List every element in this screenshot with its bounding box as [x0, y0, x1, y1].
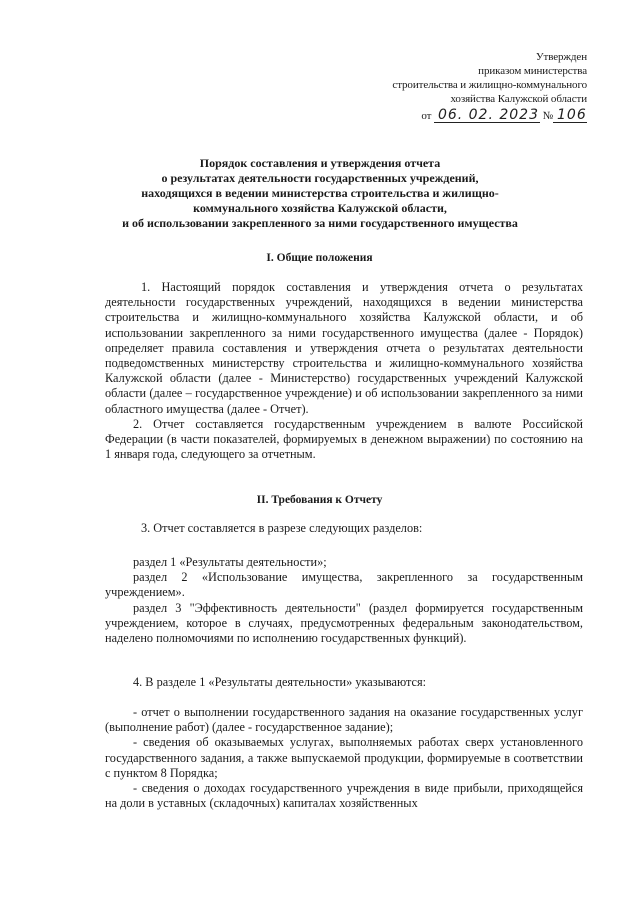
- title-line-1: Порядок составления и утверждения отчета: [199, 156, 441, 170]
- title-line-4: коммунального хозяйства Калужской области,: [193, 201, 447, 215]
- section-2-heading: II. Требования к Отчету: [256, 494, 383, 506]
- bullet-1: - отчет о выполнении государственного задания на оказание государственных услуг (выполнение работ) (далее - государственное задание);: [105, 705, 583, 735]
- title-line-2: о результатах деятельности государственных учреждений,: [161, 171, 479, 185]
- paragraph-2: 2. Отчет составляется государственным учреждением в валюте Российской Федерации (в части показателей, формируемых в денежном выражении) по состоянию на 1 января года, следующего за отчетным.: [105, 416, 583, 462]
- results-bullets: [105, 705, 583, 811]
- bullet-3: - сведения о доходах государственного учреждения в виде прибыли, приходящейся на доли в уставных (складочных) капиталах хозяйственных: [105, 781, 583, 811]
- paragraph-3-block: [105, 521, 583, 536]
- approval-line-1: Утвержден: [535, 51, 587, 63]
- approval-line-2: приказом министерства: [478, 65, 587, 77]
- handwritten-number: 106: [553, 108, 587, 123]
- section-1-body: [105, 280, 583, 462]
- bullet-2: - сведения об оказываемых услугах, выполняемых работах сверх установленного государственного задания, а также выпускаемой продукции, формируемые в соответствии с пунктом 8 Порядка;: [105, 735, 583, 780]
- title-line-5: и об использовании закрепленного за ними государственного имущества: [122, 216, 518, 230]
- approval-line-3: строительства и жилищно-коммунального: [392, 79, 587, 91]
- section-list-item-2: раздел 2 «Использование имущества, закрепленного за государственным учреждением».: [105, 570, 583, 600]
- approval-number-label: №: [542, 110, 553, 122]
- approval-from-label: от: [421, 110, 432, 122]
- paragraph-4: 4. В разделе 1 «Результаты деятельности» указываются:: [133, 675, 427, 689]
- title-line-3: находящихся в ведении министерства строительства и жилищно-: [141, 186, 499, 200]
- paragraph-3: 3. Отчет составляется в разрезе следующих разделов:: [141, 521, 423, 535]
- section-list-item-3: раздел 3 "Эффективность деятельности" (раздел формируется государственным учреждением, которое в случаях, предусмотренных федеральным законодательством, наделено полномочиями по исполнению государственных функций).: [105, 600, 583, 646]
- section-list: [105, 555, 583, 646]
- section-1-heading: I. Общие положения: [266, 252, 373, 264]
- approval-date-row: [392, 108, 587, 123]
- paragraph-1: 1. Настоящий порядок составления и утверждения отчета о результатах деятельности государственных учреждений, находящихся в ведении министерства строительства и жилищно-коммунального хозяйства Калужской области, и об использовании закрепленного за ними государственного имущества (далее - Порядок) определяет правила составления и утверждения отчета о результатах деятельности подведомственных министерству строительства и жилищно-коммунального хозяйства Калужской области (далее - Министерство) государственных учреждений Калужской области (далее – государственное учреждение) и об использовании закрепленного за ними областного имущества (далее - Отчет).: [105, 280, 583, 416]
- section-list-item-1: раздел 1 «Результаты деятельности»;: [133, 555, 327, 569]
- approval-line-4: хозяйства Калужской области: [450, 93, 587, 105]
- document-title: [95, 156, 545, 231]
- paragraph-4-block: [105, 675, 583, 690]
- handwritten-date: 06. 02. 2023: [434, 108, 540, 123]
- approval-block: [392, 50, 587, 123]
